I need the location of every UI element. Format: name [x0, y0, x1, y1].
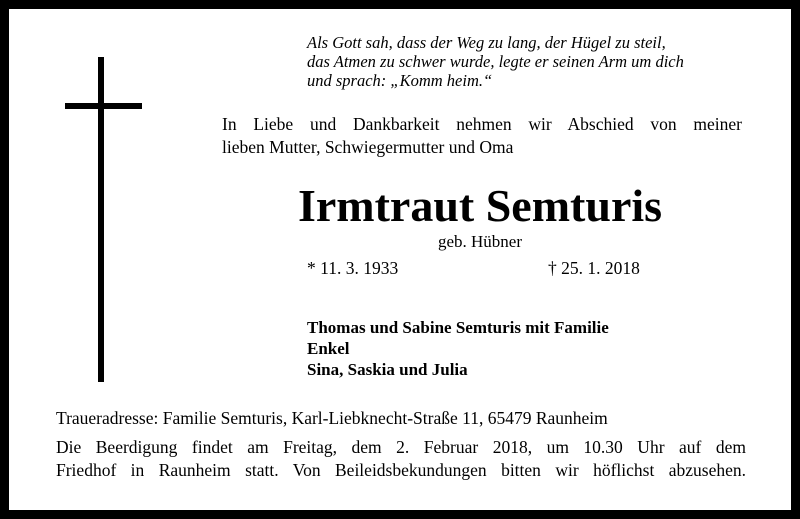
funeral-details: [56, 436, 746, 482]
verse-line: das Atmen zu schwer wurde, legte er seinen Arm um dich: [307, 52, 684, 71]
farewell-intro: [222, 113, 742, 159]
maiden-name: geb. Hübner: [437, 232, 523, 251]
mourners-list: [307, 317, 609, 380]
cross-horizontal-bar: [65, 103, 142, 109]
memorial-verse: [307, 33, 747, 90]
mourner-line: Thomas und Sabine Semturis mit Familie: [307, 318, 609, 337]
funeral-line: Die Beerdigung findet am Freitag, dem 2. Februar 2018, um 10.30 Uhr auf dem: [56, 437, 746, 457]
verse-line: Als Gott sah, dass der Weg zu lang, der Hügel zu steil,: [307, 33, 666, 52]
verse-line: und sprach: „Komm heim.“: [307, 71, 493, 90]
birth-date: * 11. 3. 1933: [307, 258, 399, 278]
intro-line: lieben Mutter, Schwiegermutter und Oma: [222, 137, 514, 157]
mourner-line: Sina, Saskia und Julia: [307, 360, 468, 379]
mourner-line: Enkel: [307, 339, 350, 358]
intro-line: In Liebe und Dankbarkeit nehmen wir Abschied von meiner: [222, 114, 742, 134]
mourning-address: Traueradresse: Familie Semturis, Karl-Liebknecht-Straße 11, 65479 Raunheim: [56, 408, 608, 428]
deceased-name: Irmtraut Semturis: [297, 180, 663, 231]
funeral-line: Friedhof in Raunheim statt. Von Beileidsbekundungen bitten wir höflichst abzusehen.: [56, 460, 746, 480]
death-date: † 25. 1. 2018: [548, 258, 640, 278]
